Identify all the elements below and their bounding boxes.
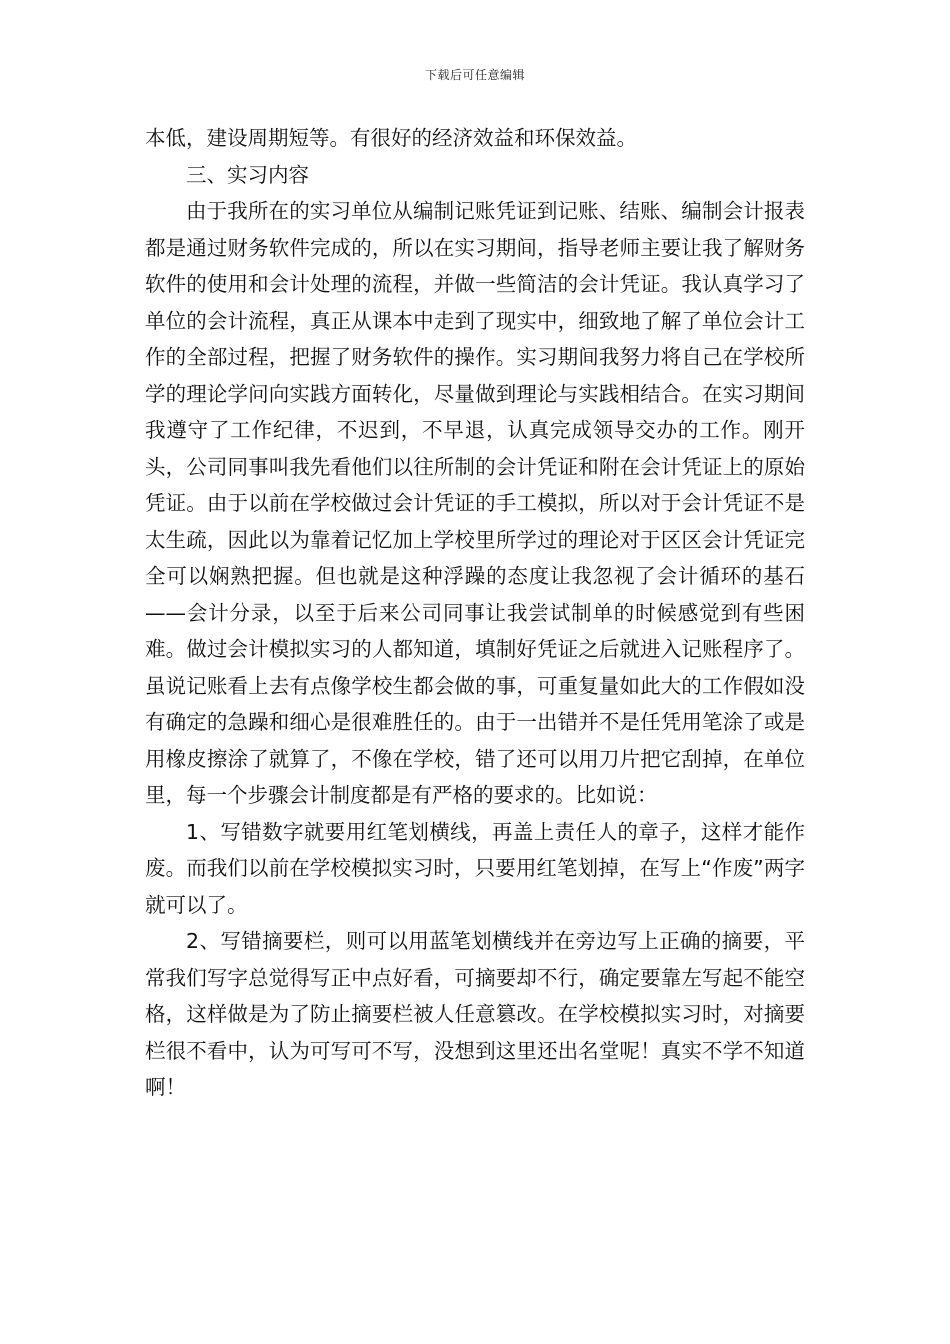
section-heading: 三、实习内容: [186, 162, 309, 187]
page-header: 下载后可任意编辑: [424, 68, 525, 82]
list-item-1: 1、写错数字就要用红笔划横线，再盖上责任人的章子，这样才能作废。而我们以前在学校模拟实习时，只要用红笔划掉，在写上“作废”两字就可以了。: [145, 819, 805, 917]
document-body: [145, 120, 805, 1106]
list-item-2: 2、写错摘要栏，则可以用蓝笔划横线并在旁边写上正确的摘要，平常我们写字总觉得写正中点好看，可摘要却不行，确定要靠左写起不能空格，这样做是为了防止摘要栏被人任意篡改。在学校模拟实习时，对摘要栏很不看中，认为可写可不写，没想到这里还出名堂呢！真实不学不知道啊！: [145, 929, 805, 1099]
paragraph-continuation: 本低，建设周期短等。有很好的经济效益和环保效益。: [145, 126, 637, 150]
paragraph-internship-content: 由于我所在的实习单位从编制记账凭证到记账、结账、编制会计报表都是通过财务软件完成的，所以在实习期间，指导老师主要让我了解财务软件的使用和会计处理的流程，并做一些简洁的会计凭证。我认真学习了单位的会计流程，真正从课本中走到了现实中，细致地了解了单位会计工作的全部过程，把握了财务软件的操作。实习期间我努力将自己在学校所学的理论学问向实践方面转化，尽量做到理论与实践相结合。在实习期间我遵守了工作纪律，不迟到，不早退，认真完成领导交办的工作。刚开头，公司同事叫我先看他们以往所制的会计凭证和附在会计凭证上的原始凭证。由于以前在学校做过会计凭证的手工模拟，所以对于会计凭证不是太生疏，因此以为靠着记忆加上学校里所学过的理论对于区区会计凭证完全可以娴熟把握。但也就是这种浮躁的态度让我忽视了会计循环的基石——会计分录，以至于后来公司同事让我尝试制单的时候感觉到有些困难。做过会计模拟实习的人都知道，填制好凭证之后就进入记账程序了。虽说记账看上去有点像学校生都会做的事，可重复量如此大的工作假如没有确定的急躁和细心是很难胜任的。由于一出错并不是任凭用笔涂了或是用橡皮擦涂了就算了，不像在学校，错了还可以用刀片把它刮掉，在单位里，每一个步骤会计制度都是有严格的要求的。比如说：: [145, 199, 805, 807]
